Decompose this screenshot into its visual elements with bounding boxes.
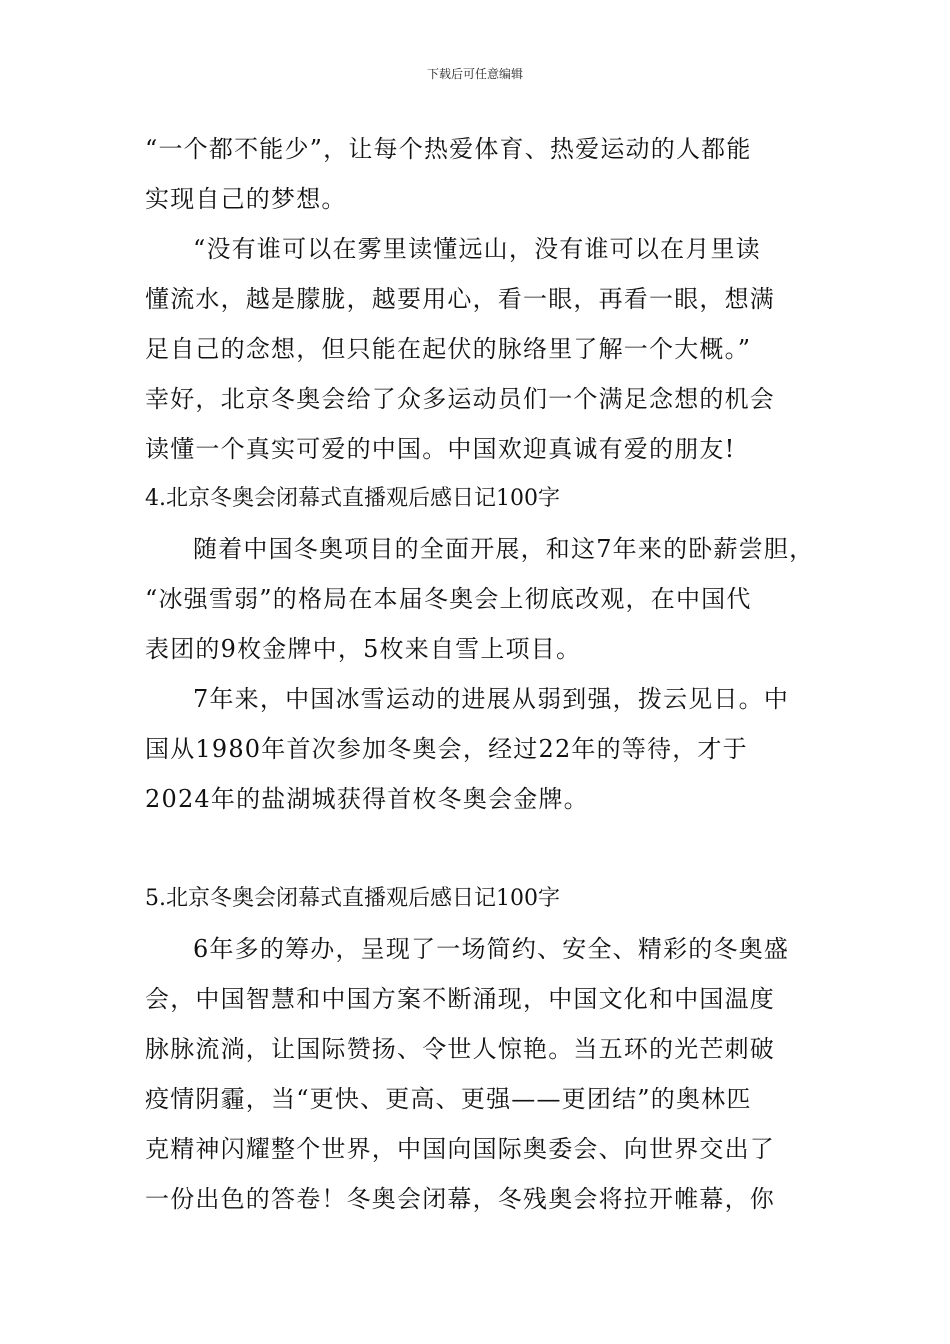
paragraph-line: 实现自己的梦想。 xyxy=(145,185,347,213)
paragraph-line: 脉脉流淌，让国际赞扬、令世人惊艳。当五环的光芒刺破 xyxy=(145,1035,775,1063)
page-header: 下载后可任意编辑 xyxy=(426,67,523,81)
paragraph-line: 国从1980年首次参加冬奥会，经过22年的等待，才于 xyxy=(145,735,748,763)
paragraph-line: “一个都不能少”，让每个热爱体育、热爱运动的人都能 xyxy=(145,135,752,163)
paragraph-line: 克精神闪耀整个世界，中国向国际奥委会、向世界交出了 xyxy=(145,1135,775,1163)
paragraph-line: 6年多的筹办，呈现了一场简约、安全、精彩的冬奥盛 xyxy=(193,935,790,963)
paragraph-line: 疫情阴霾，当“更快、更高、更强——更团结”的奥林匹 xyxy=(145,1085,752,1113)
section-heading: 5.北京冬奥会闭幕式直播观后感日记100字 xyxy=(145,886,560,911)
paragraph-line: 读懂一个真实可爱的中国。中国欢迎真诚有爱的朋友! xyxy=(145,435,736,463)
blank-line xyxy=(145,824,809,874)
paragraph-line: 会，中国智慧和中国方案不断涌现，中国文化和中国温度 xyxy=(145,985,775,1013)
document-body xyxy=(145,124,815,1224)
paragraph-line: 7年来，中国冰雪运动的进展从弱到强，拨云见日。中 xyxy=(193,685,790,713)
paragraph-line: 2024年的盐湖城获得首枚冬奥会金牌。 xyxy=(145,785,589,813)
paragraph-line: 懂流水，越是朦胧，越要用心，看一眼，再看一眼，想满 xyxy=(145,285,775,313)
paragraph-line: 表团的9枚金牌中，5枚来自雪上项目。 xyxy=(145,635,582,663)
paragraph-line: 幸好，北京冬奥会给了众多运动员们一个满足念想的机会 xyxy=(145,385,775,413)
paragraph-line: “冰强雪弱”的格局在本届冬奥会上彻底改观，在中国代 xyxy=(145,585,752,613)
paragraph-line: 足自己的念想，但只能在起伏的脉络里了解一个大概。” xyxy=(145,335,752,363)
paragraph-line: “没有谁可以在雾里读懂远山，没有谁可以在月里读 xyxy=(193,235,761,263)
paragraph-line: 一份出色的答卷！冬奥会闭幕，冬残奥会将拉开帷幕，你 xyxy=(145,1185,775,1213)
paragraph-line: 随着中国冬奥项目的全面开展，和这7年来的卧薪尝胆， xyxy=(193,535,815,563)
section-heading: 4.北京冬奥会闭幕式直播观后感日记100字 xyxy=(145,486,560,511)
